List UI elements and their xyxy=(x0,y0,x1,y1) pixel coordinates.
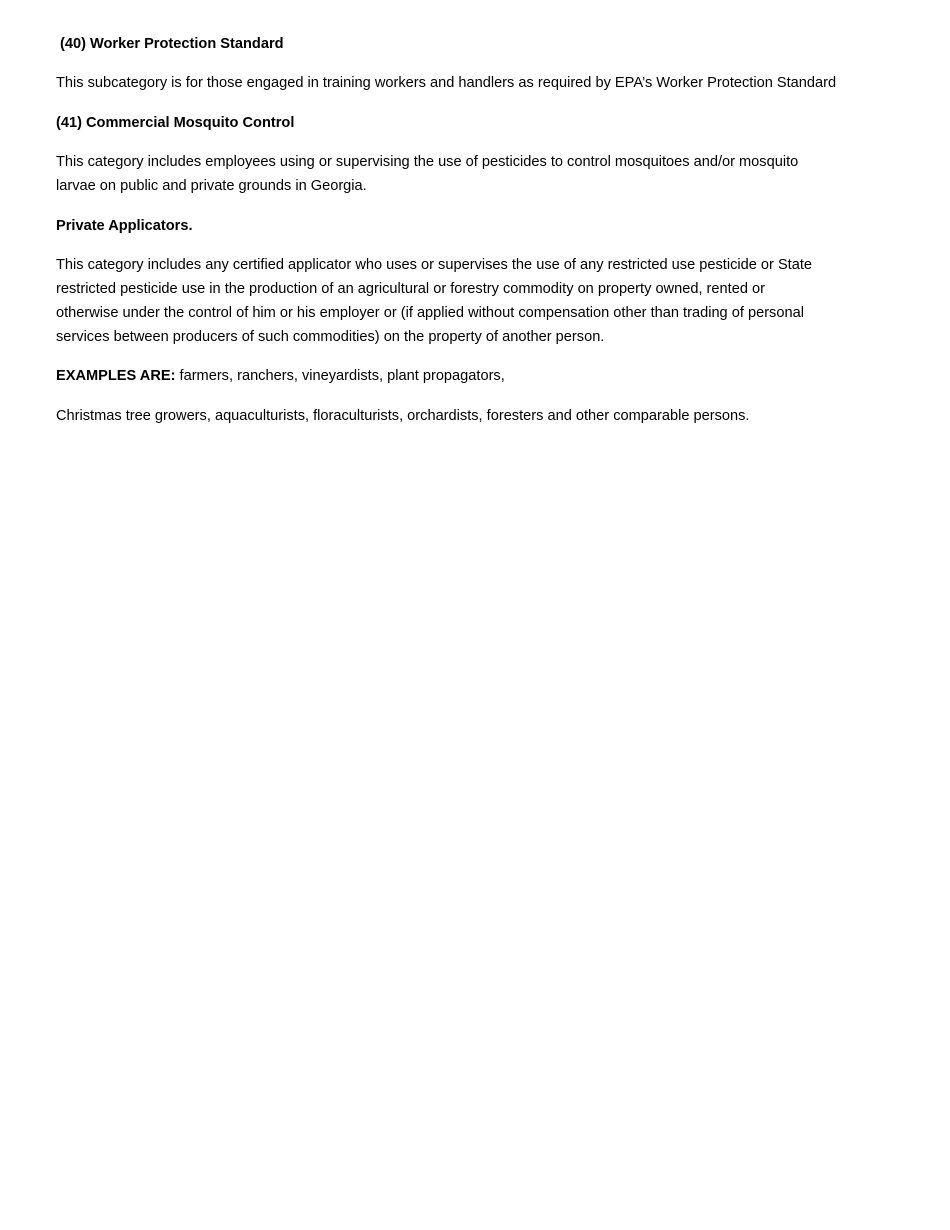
paragraph-line: This subcategory is for those engaged in training workers and handlers as required by EPA’s Worker Protection Standard xyxy=(56,75,837,91)
paragraph-line: otherwise under the control of him or his employer or (if applied without compensation other than trading of personal xyxy=(56,305,804,321)
paragraph-line: This category includes any certified applicator who uses or supervises the use of any restricted use pesticide or State xyxy=(56,257,813,273)
examples-line xyxy=(56,364,505,388)
examples-label: EXAMPLES ARE: xyxy=(56,368,176,384)
examples-continuation: Christmas tree growers, aquaculturists, floraculturists, orchardists, foresters and other comparable persons. xyxy=(56,408,750,424)
heading-mosquito-control: (41) Commercial Mosquito Control xyxy=(56,115,295,131)
paragraph-line: services between producers of such commodities) on the property of another person. xyxy=(56,329,605,345)
examples-text: farmers, ranchers, vineyardists, plant propagators, xyxy=(175,368,505,384)
heading-private-applicators: Private Applicators. xyxy=(56,218,193,234)
paragraph-line: This category includes employees using or supervising the use of pesticides to control mosquitoes and/or mosquito xyxy=(56,154,799,170)
paragraph-line: restricted pesticide use in the production of an agricultural or forestry commodity on property owned, rented or xyxy=(56,281,765,297)
paragraph-line: larvae on public and private grounds in Georgia. xyxy=(56,178,367,194)
heading-worker-protection: (40) Worker Protection Standard xyxy=(60,36,284,52)
